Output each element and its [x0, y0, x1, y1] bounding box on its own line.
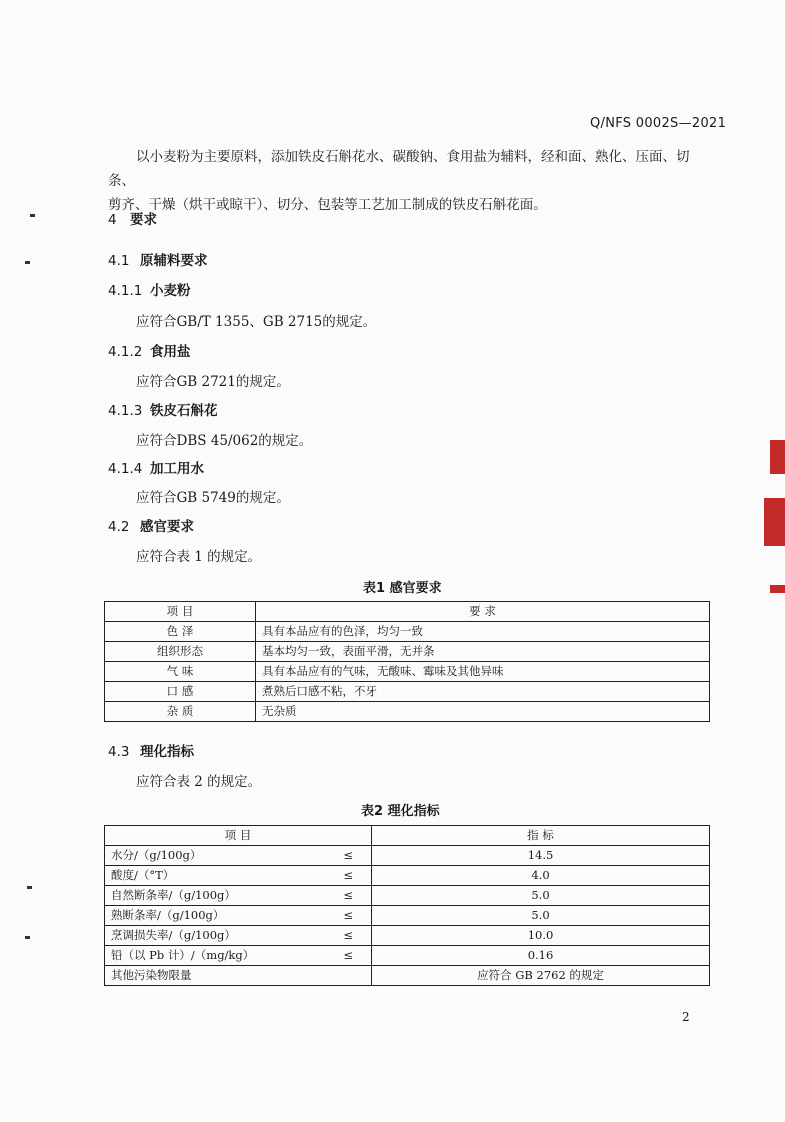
- table-header-row: [105, 602, 710, 622]
- section-number: 4.1.3: [108, 403, 143, 419]
- table-row: [105, 622, 710, 642]
- table-cell: 铅（以 Pb 计）/（mg/kg）: [105, 946, 318, 966]
- table-row: [105, 866, 710, 886]
- table-1-caption: 表1 感官要求: [363, 581, 442, 596]
- section-4-heading: [108, 208, 157, 228]
- table-row: [105, 642, 710, 662]
- section-title: 食用盐: [150, 344, 191, 360]
- intro-paragraph: [108, 145, 708, 217]
- table-header-row: [105, 826, 710, 846]
- table-cell: 杂 质: [105, 702, 256, 722]
- section-4-2-heading: [108, 515, 194, 535]
- table-cell: ≤: [317, 846, 372, 866]
- scan-mark: [25, 936, 30, 939]
- section-4-1-4-text: 应符合GB 5749的规定。: [136, 490, 290, 506]
- table-cell: 气 味: [105, 662, 256, 682]
- table-header-cell: 要 求: [256, 602, 710, 622]
- scan-mark: [30, 214, 35, 217]
- table-cell: ≤: [317, 886, 372, 906]
- table-cell: ≤: [317, 926, 372, 946]
- stamp-fragment: [764, 498, 785, 546]
- section-4-1-3-text: 应符合DBS 45/062的规定。: [136, 433, 313, 449]
- section-number: 4.2: [108, 519, 130, 535]
- section-title: 感官要求: [140, 519, 194, 535]
- table-row: [105, 926, 710, 946]
- sensory-requirements-table: [104, 601, 710, 722]
- table-row: [105, 662, 710, 682]
- section-number: 4.1.2: [108, 344, 143, 360]
- physicochemical-indicators-table: [104, 825, 710, 986]
- table-cell: 熟断条率/（g/100g）: [105, 906, 318, 926]
- section-4-2-text: 应符合表 1 的规定。: [136, 549, 262, 565]
- intro-line-2: 剪齐、干燥（烘干或晾干）、切分、包装等工艺加工制成的铁皮石斛花面。: [108, 197, 547, 213]
- section-title: 加工用水: [150, 461, 204, 477]
- table-cell: 煮熟后口感不粘，不牙: [256, 682, 710, 702]
- table-cell: 0.16: [372, 946, 710, 966]
- table-cell: 具有本品应有的气味，无酸味、霉味及其他异味: [256, 662, 710, 682]
- table-cell: 色 泽: [105, 622, 256, 642]
- section-4-1-heading: [108, 249, 208, 269]
- table-cell: 烹调损失率/（g/100g）: [105, 926, 318, 946]
- section-4-3-text: 应符合表 2 的规定。: [136, 774, 262, 790]
- table-cell: ≤: [317, 866, 372, 886]
- section-title: 原辅料要求: [140, 253, 208, 269]
- table-header-cell: 项 目: [105, 826, 372, 846]
- table-2-caption: 表2 理化指标: [361, 804, 440, 819]
- section-title: 理化指标: [140, 744, 194, 760]
- table-cell: 组织形态: [105, 642, 256, 662]
- table-cell: 酸度/（°T）: [105, 866, 318, 886]
- stamp-fragment: [770, 440, 785, 474]
- scan-mark: [27, 886, 32, 889]
- scan-mark: [25, 261, 30, 264]
- table-cell: 应符合 GB 2762 的规定: [372, 966, 710, 986]
- table-row: [105, 886, 710, 906]
- table-cell: ≤: [317, 946, 372, 966]
- table-header-cell: 指 标: [372, 826, 710, 846]
- section-title: 铁皮石斛花: [150, 403, 218, 419]
- stamp-fragment: [770, 585, 785, 593]
- section-number: 4.3: [108, 744, 130, 760]
- section-number: 4: [108, 212, 117, 228]
- table-cell: 口 感: [105, 682, 256, 702]
- section-title: 要求: [130, 212, 157, 228]
- section-4-3-heading: [108, 740, 194, 760]
- table-cell: 具有本品应有的色泽，均匀一致: [256, 622, 710, 642]
- section-4-1-2-text: 应符合GB 2721的规定。: [136, 374, 290, 390]
- table-cell: 5.0: [372, 906, 710, 926]
- section-title: 小麦粉: [150, 283, 191, 299]
- section-4-1-1-heading: [108, 279, 191, 299]
- section-4-1-4-heading: [108, 457, 204, 477]
- table-cell: 水分/（g/100g）: [105, 846, 318, 866]
- table-cell: 10.0: [372, 926, 710, 946]
- table-row: [105, 702, 710, 722]
- table-cell: 4.0: [372, 866, 710, 886]
- table-row: [105, 846, 710, 866]
- table-header-cell: 项 目: [105, 602, 256, 622]
- section-number: 4.1.4: [108, 461, 143, 477]
- table-cell: 5.0: [372, 886, 710, 906]
- table-cell: 基本均匀一致，表面平滑，无并条: [256, 642, 710, 662]
- table-cell: 其他污染物限量: [105, 966, 372, 986]
- table-row: [105, 946, 710, 966]
- document-code: Q/NFS 0002S—2021: [590, 116, 727, 131]
- table-cell: 14.5: [372, 846, 710, 866]
- table-row: [105, 682, 710, 702]
- table-cell: 无杂质: [256, 702, 710, 722]
- table-cell: ≤: [317, 906, 372, 926]
- section-number: 4.1.1: [108, 283, 143, 299]
- section-4-1-1-text: 应符合GB/T 1355、GB 2715的规定。: [136, 314, 377, 330]
- table-row: [105, 906, 710, 926]
- section-number: 4.1: [108, 253, 130, 269]
- intro-line-1: 以小麦粉为主要原料，添加铁皮石斛花水、碳酸钠、食用盐为辅料，经和面、熟化、压面、切条、: [108, 149, 690, 189]
- section-4-1-2-heading: [108, 340, 191, 360]
- section-4-1-3-heading: [108, 399, 218, 419]
- table-row: [105, 966, 710, 986]
- table-cell: 自然断条率/（g/100g）: [105, 886, 318, 906]
- page-number: 2: [682, 1010, 690, 1024]
